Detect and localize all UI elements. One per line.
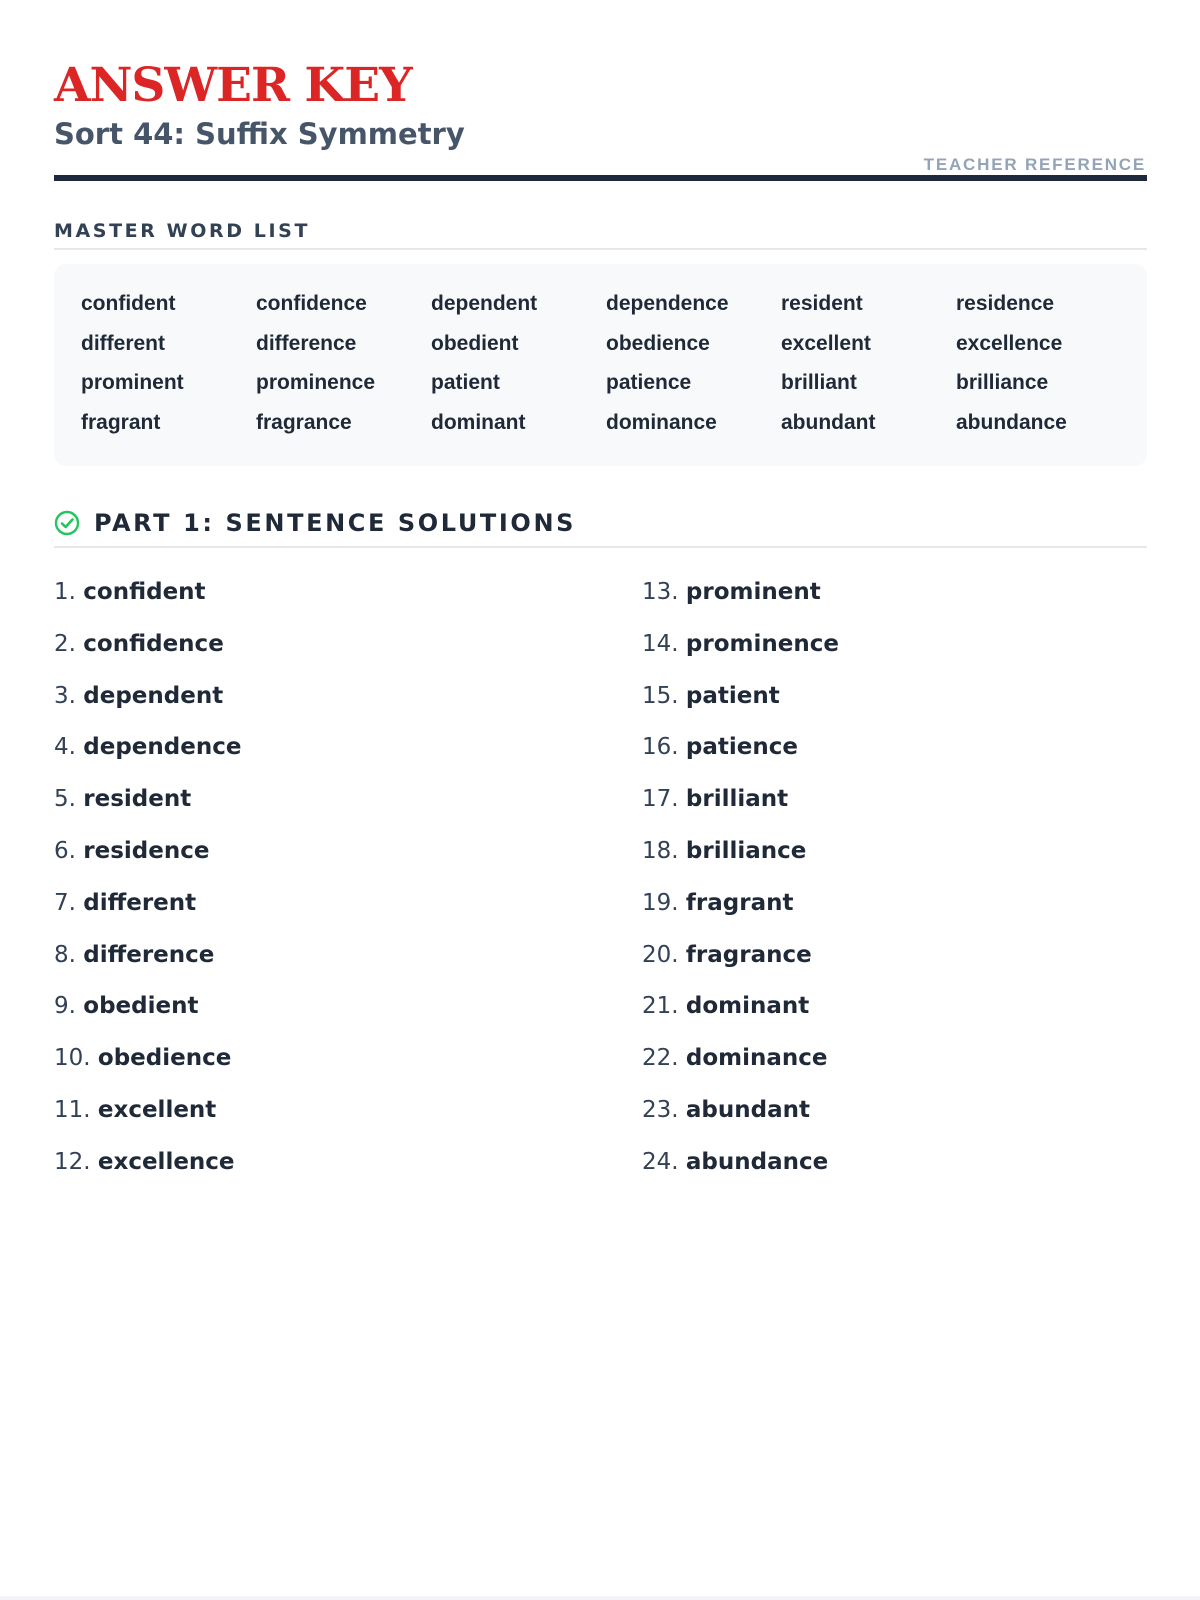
answer-word: excellence [97, 1148, 235, 1175]
answer-item [642, 835, 1147, 887]
word-list-item: obedience [606, 331, 710, 355]
page-subtitle: Sort 44: Suffix Symmetry [54, 117, 465, 151]
answer-number: 17. [642, 786, 679, 813]
answer-number: 19. [642, 889, 679, 916]
answer-word: patient [685, 682, 780, 709]
answer-item [642, 1042, 1147, 1094]
answer-item [54, 1094, 642, 1146]
word-list-item: brilliance [956, 371, 1049, 394]
word-list-item: dependent [431, 292, 538, 315]
answer-number: 3. [54, 682, 76, 709]
answer-number: 16. [642, 734, 679, 761]
answer-number: 12. [54, 1148, 91, 1175]
word-list-item: dominance [606, 410, 717, 434]
page-title: ANSWER KEY [54, 58, 412, 113]
answer-number: 5. [54, 786, 76, 813]
answer-number: 1. [54, 579, 76, 605]
answer-word: obedience [97, 1045, 232, 1072]
answer-item [54, 628, 642, 680]
answer-item [642, 783, 1147, 835]
word-list-item: difference [256, 331, 357, 355]
answer-word: dominance [685, 1045, 828, 1072]
answer-number: 15. [642, 682, 679, 709]
answer-item [642, 939, 1147, 991]
part1-heading [54, 506, 1147, 548]
answer-item [54, 835, 642, 887]
answer-number: 9. [54, 993, 76, 1020]
answer-word: excellent [97, 1096, 217, 1123]
answer-item [642, 576, 1147, 628]
word-list-item: excellence [956, 331, 1063, 355]
answer-word: prominence [685, 630, 839, 657]
answer-number: 13. [642, 579, 679, 605]
answer-word: confidence [83, 630, 224, 657]
answer-word: patience [685, 734, 798, 761]
answer-word: obedient [83, 993, 199, 1020]
answer-word: different [83, 889, 197, 916]
word-list-item: patient [431, 371, 500, 394]
answer-number: 6. [54, 837, 76, 864]
word-list-heading-text: MASTER WORD LIST [54, 220, 311, 242]
answer-item [54, 990, 642, 1042]
word-list-item: obedient [431, 331, 519, 355]
answer-number: 21. [642, 993, 679, 1020]
answer-number: 20. [642, 941, 679, 968]
answer-word: prominent [685, 579, 821, 605]
word-grid [81, 291, 1131, 449]
answer-word: dominant [685, 993, 810, 1020]
answer-number: 22. [642, 1045, 679, 1072]
word-list-item: fragrance [256, 410, 352, 434]
answer-word: abundant [685, 1096, 810, 1123]
answer-item [642, 731, 1147, 783]
answer-number: 24. [642, 1148, 679, 1175]
header-divider [54, 175, 1147, 181]
answer-number: 14. [642, 630, 679, 657]
answer-item [642, 628, 1147, 680]
answer-number: 23. [642, 1096, 679, 1123]
answer-number: 10. [54, 1045, 91, 1072]
word-list-item: prominent [81, 371, 184, 394]
answer-item [54, 576, 642, 628]
answer-item [54, 783, 642, 835]
word-list-item: brilliant [781, 371, 857, 394]
answer-word: fragrant [685, 889, 794, 916]
answer-item [54, 1042, 642, 1094]
answer-word: resident [83, 786, 192, 813]
answer-number: 2. [54, 630, 76, 657]
answer-word: dependent [83, 682, 224, 709]
word-list-item: dominant [431, 410, 526, 434]
part1-heading-text: PART 1: SENTENCE SOLUTIONS [94, 509, 577, 537]
word-list-item: patience [606, 371, 692, 394]
answer-word: brilliance [685, 837, 807, 864]
word-list-item: different [81, 331, 165, 355]
word-list-heading [54, 220, 1147, 250]
answer-number: 4. [54, 734, 76, 761]
answer-word: residence [83, 837, 210, 864]
word-list-item: confidence [256, 292, 367, 315]
sentence-solutions-list [54, 576, 1147, 1198]
check-circle-icon [54, 510, 80, 536]
word-list-item: prominence [256, 371, 376, 394]
word-list-item: confident [81, 292, 176, 315]
word-list-item: dependence [606, 292, 729, 315]
answer-number: 8. [54, 941, 76, 968]
answer-item [642, 1146, 1147, 1198]
word-list-item: residence [956, 292, 1055, 315]
answer-item [54, 939, 642, 991]
teacher-reference-label: TEACHER REFERENCE [923, 155, 1146, 174]
answer-word: confident [83, 579, 206, 605]
answer-item [54, 1146, 642, 1198]
word-list-item: abundant [781, 410, 876, 434]
answer-word: dependence [83, 734, 242, 761]
answer-item [54, 887, 642, 939]
answer-word: brilliant [685, 786, 789, 813]
answer-item [642, 887, 1147, 939]
answer-word: fragrance [685, 941, 812, 968]
answer-item [642, 1094, 1147, 1146]
word-list-item: resident [781, 292, 863, 315]
word-list-item: excellent [781, 331, 871, 355]
answer-number: 18. [642, 837, 679, 864]
answer-number: 11. [54, 1096, 91, 1123]
word-list-item: fragrant [81, 410, 161, 434]
answer-item [54, 731, 642, 783]
answer-item [642, 990, 1147, 1042]
word-list-item: abundance [956, 410, 1067, 434]
answer-item [642, 680, 1147, 732]
master-word-list [54, 264, 1147, 466]
answer-number: 7. [54, 889, 76, 916]
answer-item [54, 680, 642, 732]
answer-word: abundance [685, 1148, 829, 1175]
answer-word: difference [83, 941, 215, 968]
